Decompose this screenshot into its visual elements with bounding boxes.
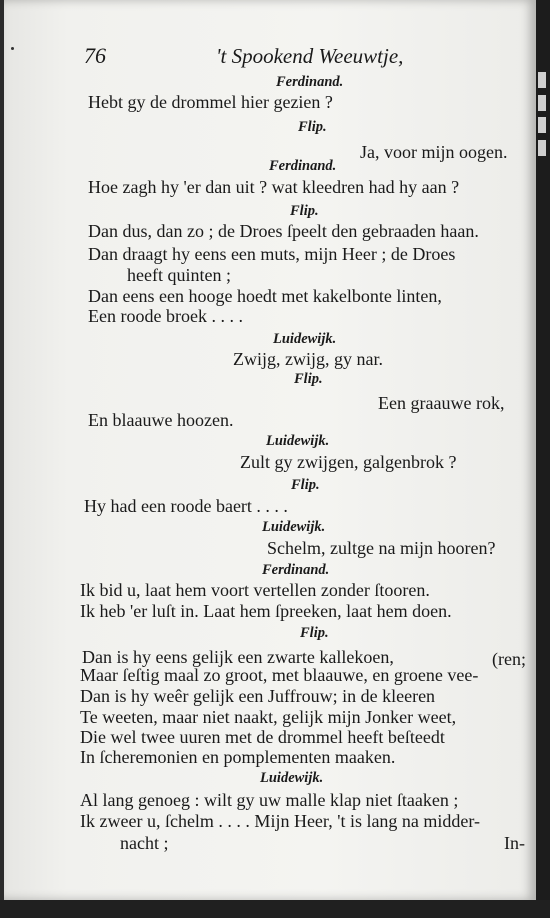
page-number: 76: [84, 43, 106, 68]
verse-line: Ja, voor mijn oogen.: [360, 142, 508, 162]
speaker-luidewijk: Luidewijk.: [260, 770, 324, 786]
page-speck: [11, 47, 14, 50]
verse-line: Dan dus, dan zo ; de Droes ſpeelt den gebraaden haan.: [88, 221, 479, 241]
speaker-ferdinand: Ferdinand.: [276, 74, 344, 90]
verse-line: Hy had een roode baert . . . .: [84, 496, 288, 516]
verse-line: Ik zweer u, ſchelm . . . . Mijn Heer, 't is lang na midder-: [80, 811, 481, 831]
scan-border: [0, 900, 550, 918]
verse-line: Dan is hy weêr gelijk een Juffrouw; in de kleeren: [80, 686, 436, 706]
verse-line: Zult gy zwijgen, galgenbrok ?: [240, 452, 457, 472]
verse-line: Te weeten, maar niet naakt, gelijk mijn Jonker weet,: [80, 707, 457, 727]
verse-line: Die wel twee uuren met de drommel heeft beſteedt: [80, 727, 445, 747]
verse-line: heeft quinten ;: [127, 265, 231, 285]
verse-line: Dan is hy eens gelijk een zwarte kallekoen,: [82, 647, 394, 667]
speaker-luidewijk: Luidewijk.: [266, 433, 330, 449]
verse-line: Schelm, zultge na mijn hooren?: [267, 538, 496, 558]
verse-line: Hebt gy de drommel hier gezien ?: [88, 92, 333, 112]
verse-line: En blaauwe hoozen.: [88, 410, 234, 430]
verse-line-overflow: (ren;: [492, 649, 526, 669]
speaker-ferdinand: Ferdinand.: [262, 562, 330, 578]
verse-line: Hoe zagh hy 'er dan uit ? wat kleedren had hy aan ?: [88, 177, 460, 197]
catchword: In-: [504, 833, 525, 853]
speaker-flip: Flip.: [291, 477, 320, 493]
verse-line: Dan eens een hooge hoedt met kakelbonte linten,: [88, 286, 442, 306]
verse-line: nacht ;: [120, 833, 169, 853]
verse-line: In ſcheremonien en pomplementen maaken.: [80, 747, 396, 767]
speaker-luidewijk: Luidewijk.: [273, 331, 337, 347]
speaker-luidewijk: Luidewijk.: [262, 519, 326, 535]
speaker-flip: Flip.: [294, 371, 323, 387]
speaker-flip: Flip.: [300, 625, 329, 641]
verse-line: Maar ſeſtig maal zo groot, met blaauwe, en groene vee-: [80, 665, 479, 685]
verse-line: Ik heb 'er luſt in. Laat hem ſpreeken, laat hem doen.: [80, 601, 452, 621]
verse-line: Een roode broek . . . .: [88, 306, 243, 326]
speaker-flip: Flip.: [298, 119, 327, 135]
verse-line: Al lang genoeg : wilt gy uw malle klap niet ſtaaken ;: [80, 790, 459, 810]
book-page: [4, 0, 536, 900]
verse-line: Ik bid u, laat hem voort vertellen zonder ſtooren.: [80, 580, 430, 600]
adjacent-page-edge: [536, 0, 550, 918]
speaker-flip: Flip.: [290, 203, 319, 219]
verse-line: Dan draagt hy eens een muts, mijn Heer ; de Droes: [88, 244, 456, 264]
verse-line: Zwijg, zwijg, gy nar.: [233, 349, 383, 369]
running-title: 't Spookend Weeuwtje,: [216, 44, 404, 68]
verse-line: Een graauwe rok,: [378, 393, 505, 413]
speaker-ferdinand: Ferdinand.: [269, 158, 337, 174]
